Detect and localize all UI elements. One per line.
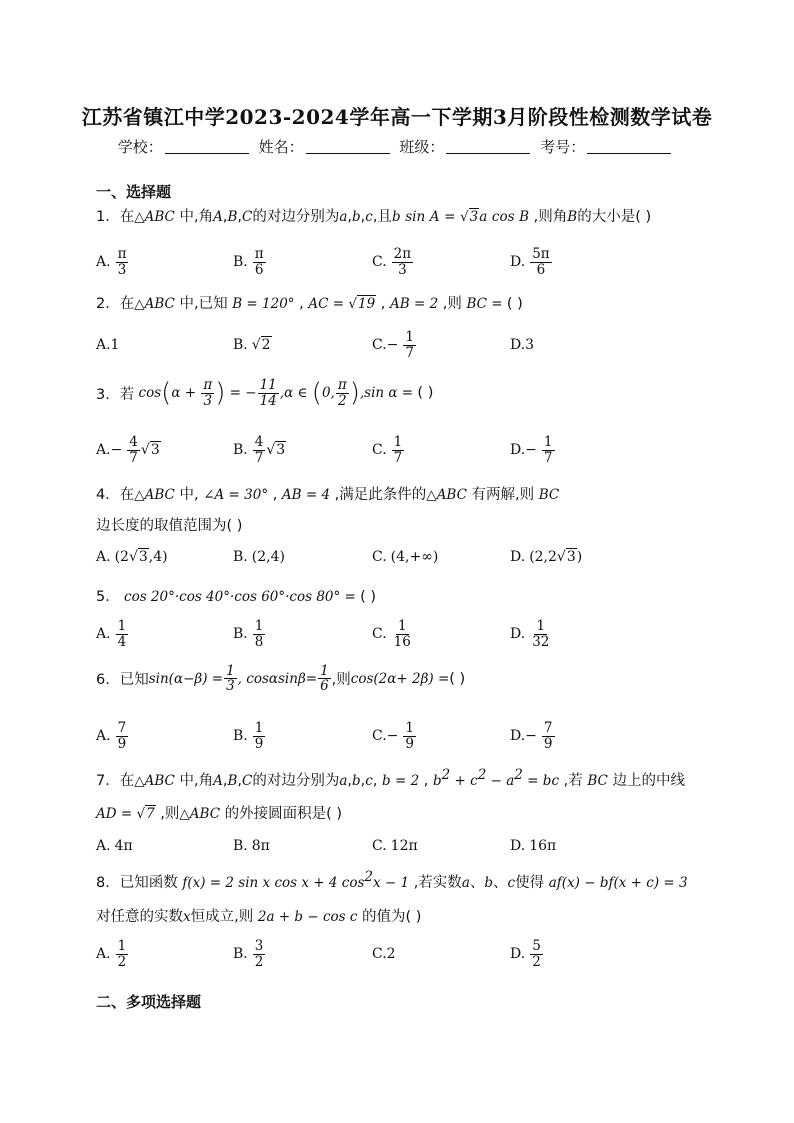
question-number: 3． xyxy=(96,386,120,403)
question-4: 4．在△ABC 中, ∠A = 30° , AB = 4 ,满足此条件的△ABC 有两解,则 BC xyxy=(96,487,560,503)
student-info-line xyxy=(0,136,794,157)
options-q3 xyxy=(96,430,716,470)
option-b[interactable]: B. √2 xyxy=(233,337,271,353)
option-a[interactable]: A. $\frac{\pi}{3}$ xyxy=(96,246,127,278)
option-b[interactable]: B. $\frac{4}{7}$ √3 xyxy=(233,434,286,466)
class-blank[interactable] xyxy=(446,139,530,154)
question-number: 4． xyxy=(96,487,120,503)
option-d[interactable]: D. (2,2 √3 ) xyxy=(510,549,583,565)
option-b[interactable]: B. $\frac{1}{8}$ xyxy=(233,618,264,650)
question-4-line-2: 边长度的取值范围为( ) xyxy=(96,518,243,534)
option-a[interactable]: A. 4π xyxy=(96,838,133,854)
option-c[interactable]: C.2 xyxy=(372,946,396,962)
option-d[interactable]: D.3 xyxy=(510,337,535,353)
question-7-line-2: AD = √7 ,则△ABC 的外接圆面积是( ) xyxy=(96,806,343,822)
option-c[interactable]: C.− $\frac{1}{7}$ xyxy=(372,329,414,361)
name-blank[interactable] xyxy=(306,139,390,154)
question-number: 6． xyxy=(96,672,120,689)
school-label: 学校： xyxy=(117,138,163,156)
question-number: 2． xyxy=(96,296,120,312)
section-heading-multiple-choice: 一、选择题 xyxy=(96,183,172,201)
question-1: 1．在△ABC 中,角A,B,C的对边分别为a,b,c,且b sin A = √3a cos B ,则角B的大小是( ) xyxy=(96,209,652,225)
question-2: 2．在△ABC 中,已知 B = 120° , AC = √19 , AB = 2 ,则 BC = ( ) xyxy=(96,296,523,312)
options-q4 xyxy=(96,537,716,577)
options-q1 xyxy=(96,242,716,282)
question-6: 6． 已知 sin( α − β ) = $\frac{1}{3}$ , cos α sin β = $\frac{1}{6}$ ,则 cos(2 α + 2 β ) = ( ) xyxy=(96,663,466,695)
options-q8 xyxy=(96,934,716,974)
option-b[interactable]: B. 8π xyxy=(233,838,270,854)
option-c[interactable]: C. $\frac{1}{7}$ xyxy=(372,434,403,466)
options-q6 xyxy=(96,716,716,756)
question-number: 5． xyxy=(96,589,120,605)
option-b[interactable]: B. $\frac{\pi}{6}$ xyxy=(233,246,264,278)
options-q2 xyxy=(96,325,716,365)
option-a[interactable]: A. $\frac{7}{9}$ xyxy=(96,720,127,752)
exam-number-blank[interactable] xyxy=(587,139,671,154)
section-heading-multiple-select: 二、多项选择题 xyxy=(96,993,202,1011)
option-a[interactable]: A. (2 √3 ,4) xyxy=(96,549,168,565)
option-c[interactable]: C. $\frac{1}{16}$ xyxy=(372,618,411,650)
option-d[interactable]: D.− $\frac{7}{9}$ xyxy=(510,720,553,752)
exam-title: 江苏省镇江中学2023-2024学年高一下学期3月阶段性检测数学试卷 xyxy=(81,105,713,129)
question-3: 3． 若 cos ( α + $\frac{\pi}{3}$ ) = − $\frac{11}{14}$ , α ∈ ( 0, $\frac{\pi}{2}$ ) ,sin α = ( ) xyxy=(96,377,434,409)
question-number: 1． xyxy=(96,209,120,225)
option-d[interactable]: D. $\frac{1}{32}$ xyxy=(510,618,550,650)
option-d[interactable]: D. 16π xyxy=(510,838,557,854)
question-5: 5． cos 20°·cos 40°·cos 60°·cos 80° = ( ) xyxy=(96,589,377,605)
option-a[interactable]: A.1 xyxy=(96,337,120,353)
class-label: 班级： xyxy=(399,138,445,156)
option-d[interactable]: D. $\frac{5\pi}{6}$ xyxy=(510,246,550,278)
exam-number-label: 考号： xyxy=(540,138,586,156)
option-c[interactable]: C. 12π xyxy=(372,838,418,854)
option-a[interactable]: A. $\frac{1}{4}$ xyxy=(96,618,127,650)
option-c[interactable]: C. (4,+∞) xyxy=(372,549,439,565)
option-d[interactable]: D. $\frac{5}{2}$ xyxy=(510,938,541,970)
question-number: 7． xyxy=(96,772,120,789)
option-a[interactable]: A. $\frac{1}{2}$ xyxy=(96,938,127,970)
name-label: 姓名： xyxy=(258,138,304,156)
option-b[interactable]: B. $\frac{1}{9}$ xyxy=(233,720,264,752)
option-b[interactable]: B. (2,4) xyxy=(233,549,285,565)
question-8-line-2: 对任意的实数x恒成立,则 2a + b − cos c 的值为( ) xyxy=(96,909,422,925)
question-8: 8．已知函数 f(x) = 2 sin x cos x + 4 $\cos^2x - 1$ ,若实数a、b、c使得 af(x) − bf(x + c) = 3 xyxy=(96,869,688,891)
option-c[interactable]: C. $\frac{2\pi}{3}$ xyxy=(372,246,412,278)
school-blank[interactable] xyxy=(165,139,249,154)
question-number: 8． xyxy=(96,874,120,891)
question-7: 7．在△ABC 中,角A,B,C的对边分别为a,b,c, b = 2 , $b^2 + c^2 - a^2$ = bc ,若 BC 边上的中线 xyxy=(96,767,685,789)
options-q5 xyxy=(96,614,716,654)
options-q7 xyxy=(96,826,716,866)
option-d[interactable]: D.− $\frac{1}{7}$ xyxy=(510,434,553,466)
option-b[interactable]: B. $\frac{3}{2}$ xyxy=(233,938,264,970)
option-a[interactable]: A.− $\frac{4}{7}$ √3 xyxy=(96,434,160,466)
option-c[interactable]: C.− $\frac{1}{9}$ xyxy=(372,720,414,752)
